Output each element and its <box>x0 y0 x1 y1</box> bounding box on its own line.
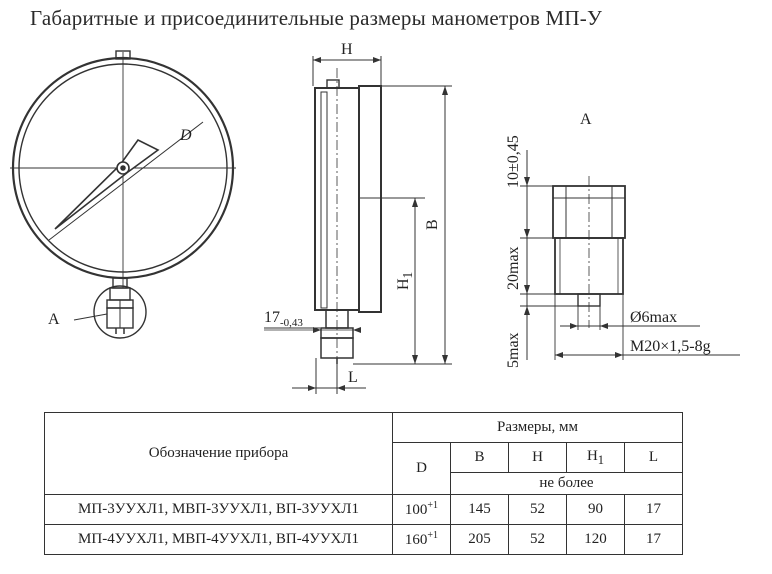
row-l: 17 <box>625 495 683 525</box>
row-b: 145 <box>451 495 509 525</box>
row-h: 52 <box>509 495 567 525</box>
label-17: $17_{-0,43}$ <box>264 309 303 330</box>
label-l: L <box>348 369 358 386</box>
dimensions-table <box>44 412 683 555</box>
row-b: 205 <box>451 525 509 555</box>
gauge-needle <box>55 140 158 229</box>
row-h1: 120 <box>567 525 625 555</box>
label-a-detail: A <box>580 111 592 128</box>
label-tol-10: 10±0,45 <box>505 135 522 188</box>
row-d: $100^{+1}$ <box>393 495 451 525</box>
row-l: 17 <box>625 525 683 555</box>
label-thread: M20×1,5-8g <box>630 338 711 355</box>
detail-a-view <box>520 150 740 360</box>
label-b: B <box>424 219 441 230</box>
col-b: B <box>451 443 509 473</box>
not-more-label: не более <box>451 473 683 495</box>
row-designation: МП-3УУХЛ1, МВП-3УУХЛ1, ВП-3УУХЛ1 <box>45 495 393 525</box>
col-h: H <box>509 443 567 473</box>
col-l: L <box>625 443 683 473</box>
designation-header: Обозначение прибора <box>45 413 393 495</box>
row-h: 52 <box>509 525 567 555</box>
label-a-front: A <box>48 311 60 328</box>
front-view <box>10 51 236 338</box>
row-designation: МП-4УУХЛ1, МВП-4УУХЛ1, ВП-4УУХЛ1 <box>45 525 393 555</box>
row-d: $160^{+1}$ <box>393 525 451 555</box>
label-20max: 20max <box>505 246 522 290</box>
side-bezel <box>359 86 381 312</box>
col-h1: $H_1$ <box>567 443 625 473</box>
label-d6max: Ø6max <box>630 309 678 326</box>
table-row <box>45 495 683 525</box>
label-d: D <box>180 127 192 144</box>
row-h1: 90 <box>567 495 625 525</box>
col-d: D <box>393 443 451 495</box>
sizes-header: Размеры, мм <box>393 413 683 443</box>
label-5max: 5max <box>505 332 522 368</box>
table-row <box>45 525 683 555</box>
label-h: H <box>341 41 353 58</box>
page-title: Габаритные и присоединительные размеры манометров МП-У <box>30 6 603 30</box>
label-h1: $H_1$ <box>395 271 416 290</box>
